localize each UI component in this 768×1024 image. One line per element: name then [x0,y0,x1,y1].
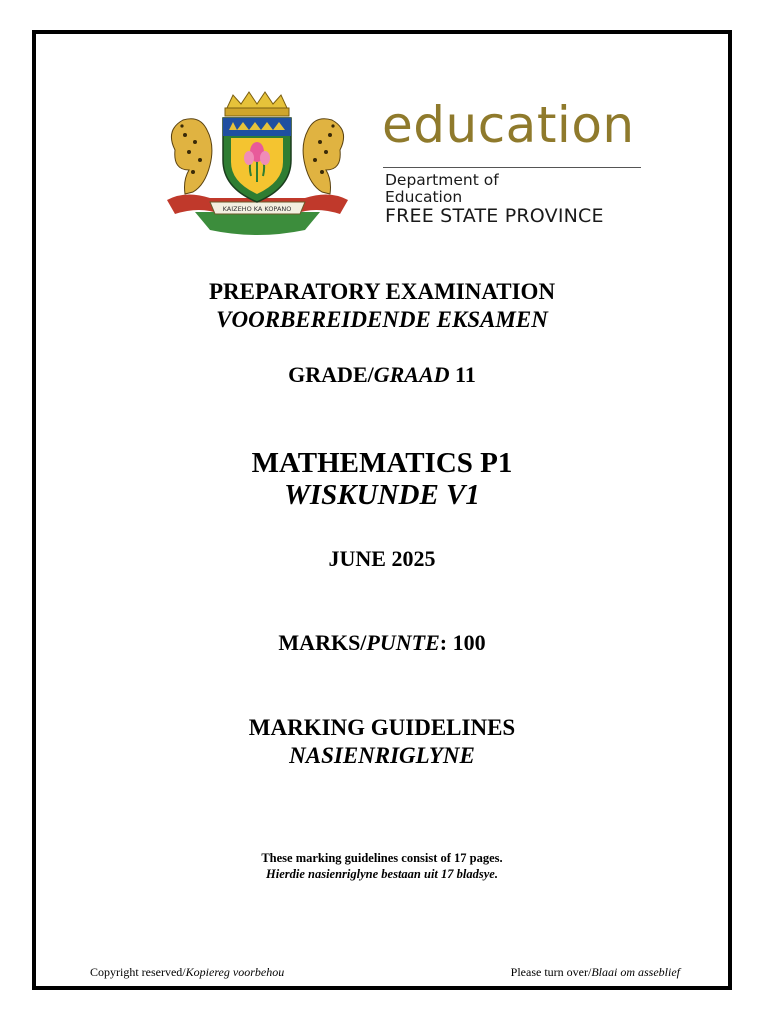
turn-over-af: Blaai om asseblief [591,965,680,979]
page-count-english: These marking guidelines consist of 17 pages. [261,851,503,865]
copyright-notice [90,966,284,978]
document-type-english: MARKING GUIDELINES [248,715,516,740]
subject-afrikaans: WISKUNDE V1 [284,479,480,511]
dept-line-1: Department of [385,171,499,189]
grade-number: 11 [449,362,476,387]
motto-text: KAIZEHO KA KOPANO [222,205,292,213]
dept-line-2: Education [385,188,463,206]
grade-line [32,364,732,386]
turn-over-en: Please turn over/ [510,965,592,979]
copyright-af: Kopiereg voorbehou [185,965,285,979]
marks-value: : 100 [439,630,486,655]
coat-of-arms-icon [155,90,360,238]
wordmark-divider [383,167,641,168]
subject-english: MATHEMATICS P1 [251,447,513,479]
grade-label-af: GRAAD [373,362,450,387]
exam-title-english: PREPARATORY EXAMINATION [208,279,556,304]
page-count-afrikaans: Hierdie nasienriglyne bestaan uit 17 bladsye. [266,867,498,881]
copyright-en: Copyright reserved/ [90,965,186,979]
turn-over-notice [511,966,680,978]
department-logo [155,90,645,240]
marks-label-en: MARKS/ [278,630,367,655]
exam-date: JUNE 2025 [328,546,436,571]
education-wordmark: education [382,96,635,154]
marks-label-af: PUNTE [366,630,440,655]
document-type-afrikaans: NASIENRIGLYNE [289,743,475,768]
marks-line [32,632,732,654]
grade-label-en: GRADE/ [288,362,374,387]
province-name: FREE STATE PROVINCE [385,205,604,227]
exam-title-afrikaans: VOORBEREIDENDE EKSAMEN [216,307,548,332]
